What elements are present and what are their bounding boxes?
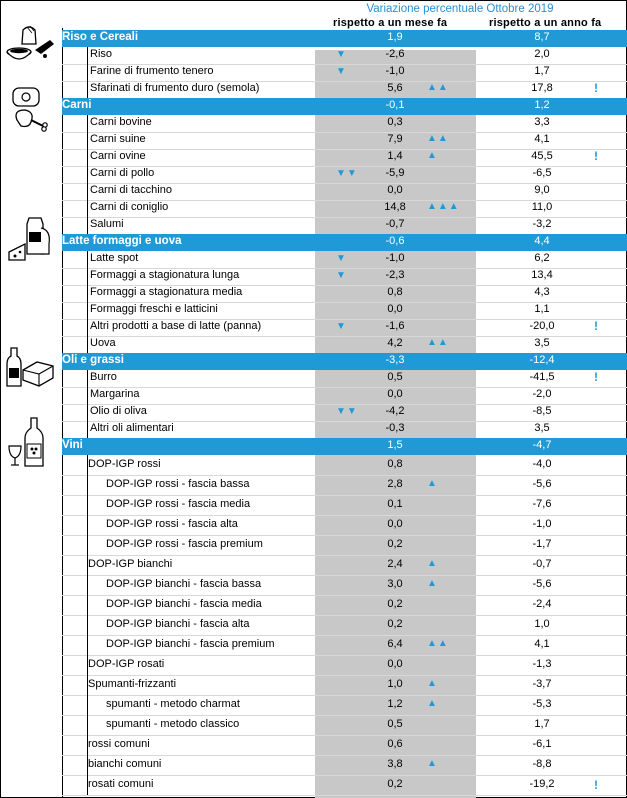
year-change-value: 1,1 (534, 303, 550, 315)
item-label: DOP-IGP bianchi (88, 558, 173, 570)
month-change-value: 0,5 (387, 371, 403, 383)
row-indent-line (87, 595, 88, 615)
month-change-value: -1,0 (385, 252, 405, 264)
category-row (62, 438, 627, 455)
row-indent-line (87, 64, 88, 81)
month-change-value: 0,8 (387, 458, 403, 470)
year-change-value: -41,5 (529, 371, 555, 383)
category-label: Carni (62, 99, 92, 111)
year-change-value: 13,4 (531, 269, 553, 281)
item-label: DOP-IGP bianchi - fascia bassa (106, 578, 262, 590)
table-row (62, 475, 627, 496)
table-row (62, 715, 627, 736)
month-change-value: -4,2 (385, 405, 405, 417)
column-header-month: rispetto a un mese fa (333, 17, 448, 29)
row-indent-line (87, 115, 88, 132)
item-label: Formaggi a stagionatura media (90, 286, 243, 298)
month-change-value: 0,0 (387, 303, 403, 315)
table-row (62, 370, 627, 388)
month-change-value: -1,6 (385, 320, 405, 332)
year-change-value: -1,3 (532, 658, 552, 670)
down-arrow-icon: ▼ (336, 321, 347, 332)
row-indent-line (87, 515, 88, 535)
row-indent-line (87, 535, 88, 555)
up-arrow-icon: ▲ (427, 698, 438, 709)
item-label: DOP-IGP rossi - fascia alta (106, 518, 238, 530)
wine-icon (5, 416, 57, 468)
year-change-value: 1,2 (534, 99, 550, 111)
category-row (62, 30, 627, 47)
year-change-value: 3,5 (534, 337, 550, 349)
warning-mark-icon: ! (594, 778, 598, 792)
month-change-value: 3,8 (387, 758, 403, 770)
month-change-value: 0,8 (387, 286, 403, 298)
up-arrow-icon: ▲▲ (427, 638, 449, 649)
category-row (62, 98, 627, 115)
up-arrow-icon: ▲ (427, 478, 438, 489)
year-change-value: 2,0 (534, 48, 550, 60)
item-label: Latte spot (90, 252, 139, 264)
year-change-value: -6,1 (532, 738, 552, 750)
row-indent-line (87, 268, 88, 285)
year-change-value: -3,2 (532, 218, 552, 230)
table-row (62, 81, 627, 99)
category-label: Vini (62, 439, 83, 451)
up-arrow-icon: ▲▲ (427, 82, 449, 93)
up-arrow-icon: ▲▲▲ (427, 201, 460, 212)
year-change-value: -1,0 (532, 518, 552, 530)
year-change-value: -5,3 (532, 698, 552, 710)
row-indent-line (87, 217, 88, 234)
month-change-value: -1,0 (385, 65, 405, 77)
item-label: Riso (90, 48, 113, 60)
up-arrow-icon: ▲▲ (427, 337, 449, 348)
year-change-value: 1,7 (534, 718, 550, 730)
table-row (62, 421, 627, 439)
up-arrow-icon: ▲ (427, 578, 438, 589)
up-arrow-icon: ▲ (427, 558, 438, 569)
row-indent-line (87, 387, 88, 404)
year-change-value: -4,7 (532, 439, 552, 451)
year-change-value: 3,5 (534, 422, 550, 434)
month-change-value: 1,2 (387, 698, 403, 710)
up-arrow-icon: ▲▲ (427, 133, 449, 144)
item-label: Formaggi freschi e latticini (90, 303, 218, 315)
month-change-value: 1,0 (387, 678, 403, 690)
row-indent-line (87, 132, 88, 149)
down-arrow-icon: ▼▼ (336, 406, 358, 417)
item-label: spumanti - metodo classico (106, 718, 240, 730)
table-row (62, 132, 627, 150)
month-change-value: -0,3 (385, 422, 405, 434)
row-indent-line (87, 715, 88, 735)
month-change-value: -0,1 (385, 99, 405, 111)
item-label: Carni di coniglio (90, 201, 169, 213)
table-row (62, 495, 627, 516)
year-change-value: -2,0 (532, 388, 552, 400)
year-change-value: 6,2 (534, 252, 550, 264)
table-row (62, 336, 627, 354)
month-change-value: 0,2 (387, 538, 403, 550)
month-change-value: 4,2 (387, 337, 403, 349)
table-row (62, 455, 627, 476)
month-change-value: 2,4 (387, 558, 403, 570)
warning-mark-icon: ! (594, 149, 598, 163)
year-change-value: -7,6 (532, 498, 552, 510)
table-row (62, 268, 627, 286)
row-indent-line (87, 81, 88, 98)
month-change-value: 1,5 (387, 439, 403, 451)
table-row (62, 695, 627, 716)
year-change-value: 11,0 (531, 201, 553, 213)
month-change-value: 3,0 (387, 578, 403, 590)
month-change-value: 1,4 (387, 150, 403, 162)
row-indent-line (87, 200, 88, 217)
year-change-value: -20,0 (529, 320, 555, 332)
item-label: Farine di frumento tenero (90, 65, 214, 77)
year-change-value: 4,1 (534, 638, 550, 650)
year-change-value: -4,0 (532, 458, 552, 470)
row-indent-line (87, 695, 88, 715)
category-row (62, 353, 627, 370)
item-label: Carni ovine (90, 150, 146, 162)
year-change-value: -19,2 (529, 778, 555, 790)
table-row (62, 285, 627, 303)
year-change-value: -3,7 (532, 678, 552, 690)
month-change-value: -5,9 (385, 167, 405, 179)
row-indent-line (87, 336, 88, 353)
item-label: Carni di tacchino (90, 184, 172, 196)
table-row (62, 675, 627, 696)
year-change-value: -5,6 (532, 478, 552, 490)
year-change-value: -2,4 (532, 598, 552, 610)
table-row (62, 302, 627, 320)
month-change-value: 0,0 (387, 388, 403, 400)
month-change-value: 7,9 (387, 133, 403, 145)
row-indent-line (87, 404, 88, 421)
month-change-value: 0,5 (387, 718, 403, 730)
table-row (62, 47, 627, 65)
item-label: Margarina (90, 388, 140, 400)
month-change-value: 1,9 (387, 31, 403, 43)
row-indent-line (87, 370, 88, 387)
table-row (62, 555, 627, 576)
table-row (62, 183, 627, 201)
item-label: Carni di pollo (90, 167, 155, 179)
item-label: Altri oli alimentari (90, 422, 174, 434)
down-arrow-icon: ▼▼ (336, 168, 358, 179)
month-change-value: 0,6 (387, 738, 403, 750)
table-row (62, 775, 627, 796)
month-change-value: -3,3 (385, 354, 405, 366)
item-label: DOP-IGP rossi - fascia media (106, 498, 251, 510)
meat-icon (5, 84, 57, 132)
warning-mark-icon: ! (594, 319, 598, 333)
row-indent-line (87, 302, 88, 319)
down-arrow-icon: ▼ (336, 49, 347, 60)
item-label: DOP-IGP bianchi - fascia media (106, 598, 262, 610)
category-label: Riso e Cereali (62, 31, 139, 43)
month-change-value: 0,1 (387, 498, 403, 510)
table-row (62, 200, 627, 218)
row-indent-line (87, 615, 88, 635)
item-label: bianchi comuni (88, 758, 162, 770)
item-label: DOP-IGP bianchi - fascia premium (106, 638, 275, 650)
item-label: spumanti - metodo charmat (106, 698, 240, 710)
year-change-value: 1,0 (534, 618, 550, 630)
item-label: DOP-IGP rossi (88, 458, 161, 470)
item-label: Carni bovine (90, 116, 152, 128)
year-change-value: 4,3 (534, 286, 550, 298)
table-row (62, 149, 627, 167)
item-label: Salumi (90, 218, 124, 230)
item-label: DOP-IGP bianchi - fascia alta (106, 618, 250, 630)
table-row (62, 387, 627, 405)
table-row (62, 595, 627, 616)
table-row (62, 755, 627, 776)
row-indent-line (87, 183, 88, 200)
year-change-value: -5,6 (532, 578, 552, 590)
table-row (62, 575, 627, 596)
item-label: Spumanti-frizzanti (88, 678, 177, 690)
year-change-value: -12,4 (529, 354, 555, 366)
month-change-value: 0,2 (387, 598, 403, 610)
year-change-value: 4,1 (534, 133, 550, 145)
month-change-value: 0,0 (387, 184, 403, 196)
year-change-value: -0,7 (532, 558, 552, 570)
year-change-value: 45,5 (531, 150, 553, 162)
year-change-value: 8,7 (534, 31, 550, 43)
row-indent-line (87, 251, 88, 268)
down-arrow-icon: ▼ (336, 270, 347, 281)
year-change-value: 9,0 (534, 184, 550, 196)
item-label: rosati comuni (88, 778, 154, 790)
row-indent-line (87, 319, 88, 336)
down-arrow-icon: ▼ (336, 253, 347, 264)
warning-mark-icon: ! (594, 81, 598, 95)
oil-butter-icon (5, 346, 57, 388)
year-change-value: 3,3 (534, 116, 550, 128)
month-change-value: 0,2 (387, 778, 403, 790)
row-indent-line (87, 575, 88, 595)
row-indent-line (87, 495, 88, 515)
item-label: DOP-IGP rosati (88, 658, 165, 670)
category-row (62, 234, 627, 251)
month-change-value: 0,0 (387, 518, 403, 530)
month-change-value: -0,7 (385, 218, 405, 230)
year-change-value: 4,4 (534, 235, 550, 247)
table-row (62, 535, 627, 556)
category-label: Oli e grassi (62, 354, 125, 366)
row-indent-line (87, 285, 88, 302)
month-change-value: 0,0 (387, 658, 403, 670)
item-label: Olio di oliva (90, 405, 147, 417)
up-arrow-icon: ▲ (427, 758, 438, 769)
month-change-value: -0,6 (385, 235, 405, 247)
month-change-value: 0,2 (387, 618, 403, 630)
dairy-icon (5, 214, 57, 264)
row-indent-line (87, 149, 88, 166)
row-indent-line (87, 635, 88, 655)
item-label: Burro (90, 371, 117, 383)
table-row (62, 115, 627, 133)
month-change-value: 2,8 (387, 478, 403, 490)
icon-column (0, 28, 63, 798)
month-change-value: 6,4 (387, 638, 403, 650)
year-change-value: -8,5 (532, 405, 552, 417)
table-row (62, 404, 627, 422)
month-change-value: 14,8 (384, 201, 406, 213)
up-arrow-icon: ▲ (427, 678, 438, 689)
row-indent-line (87, 475, 88, 495)
item-label: Formaggi a stagionatura lunga (90, 269, 240, 281)
table-row (62, 655, 627, 676)
table-row (62, 251, 627, 269)
month-change-value: 0,3 (387, 116, 403, 128)
year-change-value: -8,8 (532, 758, 552, 770)
item-label: Carni suine (90, 133, 146, 145)
table-row (62, 166, 627, 184)
table-row (62, 615, 627, 636)
row-indent-line (87, 47, 88, 64)
month-change-value: 5,6 (387, 82, 403, 94)
cereals-icon (5, 22, 57, 66)
item-label: Sfarinati di frumento duro (semola) (90, 82, 260, 94)
table-row (62, 217, 627, 235)
column-header-year: rispetto a un anno fa (489, 17, 602, 29)
month-change-value: -2,6 (385, 48, 405, 60)
item-label: Altri prodotti a base di latte (panna) (90, 320, 262, 332)
down-arrow-icon: ▼ (336, 66, 347, 77)
item-label: Uova (90, 337, 116, 349)
table-row (62, 319, 627, 337)
table-title: Variazione percentuale Ottobre 2019 (366, 3, 554, 15)
item-label: DOP-IGP rossi - fascia premium (106, 538, 263, 550)
item-label: DOP-IGP rossi - fascia bassa (106, 478, 250, 490)
year-change-value: 1,7 (534, 65, 550, 77)
table-row (62, 735, 627, 756)
up-arrow-icon: ▲ (427, 150, 438, 161)
row-indent-line (87, 166, 88, 183)
table-row (62, 64, 627, 82)
row-indent-line (87, 421, 88, 438)
year-change-value: -1,7 (532, 538, 552, 550)
year-change-value: 17,8 (531, 82, 553, 94)
table-row (62, 515, 627, 536)
month-change-value: -2,3 (385, 269, 405, 281)
table-row (62, 635, 627, 656)
item-label: rossi comuni (88, 738, 150, 750)
category-label: Latte formaggi e uova (62, 235, 182, 247)
warning-mark-icon: ! (594, 370, 598, 384)
year-change-value: -6,5 (532, 167, 552, 179)
